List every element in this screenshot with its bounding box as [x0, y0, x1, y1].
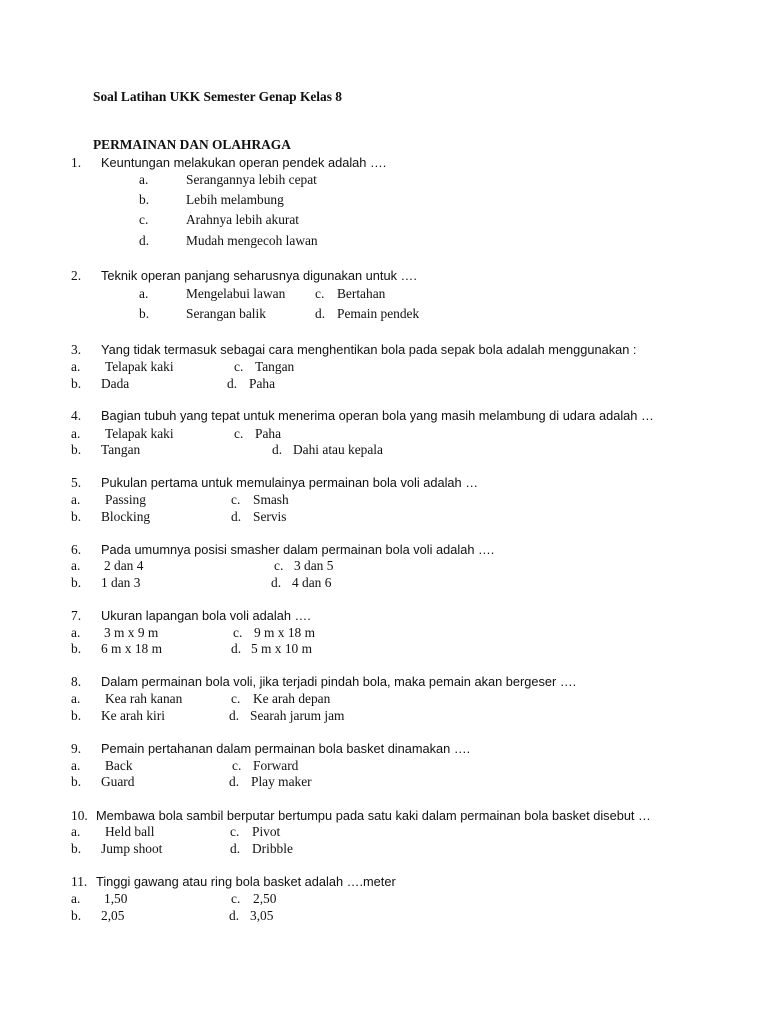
option-text: Dahi atau kepala	[293, 442, 383, 457]
option-letter: d.	[272, 442, 283, 457]
option-text: 1 dan 3	[101, 575, 141, 590]
option-text: Forward	[253, 758, 299, 773]
option-text: Dribble	[252, 841, 293, 856]
option-letter: a.	[71, 492, 81, 507]
question-text: Pukulan pertama untuk memulainya permainan bola voli adalah …	[101, 475, 479, 490]
option-letter: c.	[234, 426, 244, 441]
question-number: 8.	[71, 674, 82, 689]
option-letter: c.	[232, 758, 242, 773]
option-text: 3,05	[250, 908, 274, 923]
question-number: 7.	[71, 608, 82, 623]
option-text: 2,05	[101, 908, 125, 923]
question-text: Membawa bola sambil berputar bertumpu pada satu kaki dalam permainan bola basket disebut …	[96, 808, 651, 823]
question-number: 2.	[71, 268, 82, 283]
option-text: Jump shoot	[101, 841, 163, 856]
option-letter: b.	[71, 575, 82, 590]
option-letter: c.	[233, 625, 243, 640]
option-letter: d.	[229, 774, 240, 789]
option-letter: a.	[71, 625, 81, 640]
option-letter: a.	[71, 558, 81, 573]
option-letter: d.	[227, 376, 238, 391]
option-letter: d.	[231, 641, 242, 656]
option-letter: c.	[234, 359, 244, 374]
option-letter: c.	[231, 492, 241, 507]
option-letter: a.	[71, 891, 81, 906]
option-letter: b.	[71, 376, 82, 391]
option-text: Mengelabui lawan	[186, 286, 286, 301]
question-text: Tinggi gawang atau ring bola basket adalah ….meter	[96, 874, 396, 889]
option-letter: a.	[139, 286, 149, 301]
question-number: 4.	[71, 408, 82, 423]
option-text: 3 m x 9 m	[104, 625, 159, 640]
option-text: Paha	[249, 376, 276, 391]
question-text: Keuntungan melakukan operan pendek adalah ….	[101, 155, 387, 170]
option-text: Held ball	[105, 824, 155, 839]
option-text: Bertahan	[337, 286, 386, 301]
option-text: Serangan balik	[186, 306, 266, 321]
option-text: Pemain pendek	[337, 306, 420, 321]
option-text: Searah jarum jam	[250, 708, 345, 723]
option-letter: d.	[315, 306, 326, 321]
option-text: 2,50	[253, 891, 277, 906]
option-text: Mudah mengecoh lawan	[186, 233, 318, 248]
option-letter: b.	[71, 908, 82, 923]
option-text: Servis	[253, 509, 287, 524]
option-text: Passing	[105, 492, 146, 507]
option-text: Guard	[101, 774, 135, 789]
option-letter: a.	[71, 691, 81, 706]
question-text: Teknik operan panjang seharusnya digunakan untuk ….	[101, 268, 417, 283]
option-text: Ke arah depan	[253, 691, 331, 706]
option-letter: c.	[274, 558, 284, 573]
question-text: Bagian tubuh yang tepat untuk menerima operan bola yang masih melambung di udara adalah …	[101, 408, 654, 423]
option-letter: a.	[71, 359, 81, 374]
option-letter: b.	[71, 641, 82, 656]
question-text: Ukuran lapangan bola voli adalah ….	[101, 608, 311, 623]
option-letter: b.	[71, 708, 82, 723]
option-text: 4 dan 6	[292, 575, 332, 590]
option-text: Back	[105, 758, 133, 773]
option-letter: d.	[139, 233, 150, 248]
option-text: Ke arah kiri	[101, 708, 165, 723]
option-text: Tangan	[255, 359, 295, 374]
option-letter: a.	[71, 426, 81, 441]
question-text: Yang tidak termasuk sebagai cara menghentikan bola pada sepak bola adalah menggunakan :	[101, 342, 637, 357]
option-letter: b.	[71, 774, 82, 789]
option-text: Serangannya lebih cepat	[186, 172, 317, 187]
question-text: Pemain pertahanan dalam permainan bola basket dinamakan ….	[101, 741, 471, 756]
question-number: 6.	[71, 542, 82, 557]
option-text: Tangan	[101, 442, 141, 457]
option-text: Play maker	[251, 774, 312, 789]
option-letter: a.	[71, 758, 81, 773]
option-letter: d.	[229, 708, 240, 723]
option-text: 2 dan 4	[104, 558, 144, 573]
question-number: 5.	[71, 475, 82, 490]
option-letter: b.	[71, 442, 82, 457]
question-number: 1.	[71, 155, 82, 170]
option-letter: d.	[229, 908, 240, 923]
option-letter: b.	[71, 841, 82, 856]
option-letter: d.	[231, 509, 242, 524]
question-number: 10.	[71, 808, 88, 823]
option-text: 6 m x 18 m	[101, 641, 163, 656]
option-letter: b.	[139, 306, 150, 321]
doc-title: Soal Latihan UKK Semester Genap Kelas 8	[93, 89, 342, 104]
option-text: Dada	[101, 376, 130, 391]
option-letter: a.	[139, 172, 149, 187]
option-letter: c.	[230, 824, 240, 839]
option-letter: b.	[139, 192, 150, 207]
question-number: 9.	[71, 741, 82, 756]
option-letter: c.	[315, 286, 325, 301]
question-text: Pada umumnya posisi smasher dalam permainan bola voli adalah ….	[101, 542, 495, 557]
option-letter: c.	[139, 212, 149, 227]
option-letter: a.	[71, 824, 81, 839]
question-text: Dalam permainan bola voli, jika terjadi pindah bola, maka pemain akan bergeser ….	[101, 674, 577, 689]
option-text: Kea rah kanan	[105, 691, 183, 706]
option-letter: b.	[71, 509, 82, 524]
option-letter: d.	[230, 841, 241, 856]
option-letter: c.	[231, 691, 241, 706]
option-text: Telapak kaki	[105, 426, 174, 441]
section-title: PERMAINAN DAN OLAHRAGA	[93, 137, 291, 152]
option-text: 3 dan 5	[294, 558, 334, 573]
option-text: Paha	[255, 426, 282, 441]
option-text: Lebih melambung	[186, 192, 284, 207]
option-letter: c.	[231, 891, 241, 906]
option-text: 1,50	[104, 891, 128, 906]
option-text: Pivot	[252, 824, 281, 839]
option-text: Telapak kaki	[105, 359, 174, 374]
question-number: 3.	[71, 342, 82, 357]
option-text: Arahnya lebih akurat	[186, 212, 300, 227]
option-text: Smash	[253, 492, 289, 507]
question-number: 11.	[71, 874, 88, 889]
option-text: Blocking	[101, 509, 151, 524]
option-text: 9 m x 18 m	[254, 625, 316, 640]
option-letter: d.	[271, 575, 282, 590]
option-text: 5 m x 10 m	[251, 641, 313, 656]
